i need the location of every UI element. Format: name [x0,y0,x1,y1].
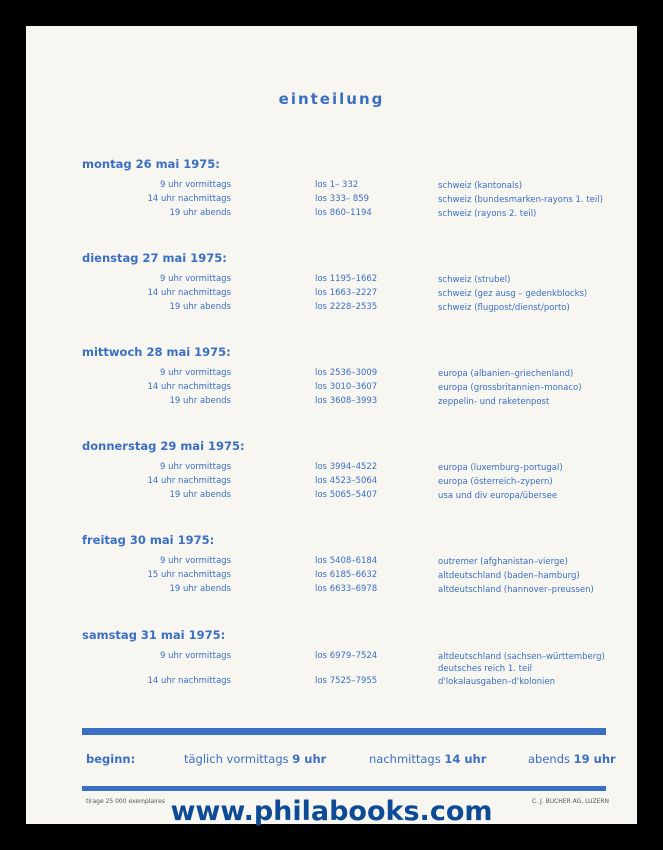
session-time: 14 uhr nachmittags [147,382,231,392]
evening-prefix: abends [528,752,571,766]
session-description: altdeutschland (baden–hamburg) [438,571,580,581]
session-row [0,208,663,222]
day-heading-mittwoch: mittwoch 28 mai 1975: [82,345,231,359]
session-description: schweiz (gez ausg – gedenkblocks) [438,289,588,299]
day-heading-freitag: freitag 30 mai 1975: [82,533,215,547]
session-time: 15 uhr nachmittags [147,570,231,580]
session-description: europa (luxemburg–portugal) [438,463,563,473]
session-row [0,490,663,504]
session-row [0,382,663,396]
session-description: usa und div europa/übersee [438,491,558,501]
session-description: europa (albanien–griechenland) [438,369,574,379]
session-time: 9 uhr vormittags [160,368,231,378]
session-description: outremer (afghanistan–vierge) [438,557,568,567]
morning-prefix: täglich vormittags [184,752,289,766]
session-lots: los 860–1194 [315,208,372,218]
session-lots: los 1663–2227 [315,288,378,298]
session-row [0,556,663,570]
session-description: europa (grossbritannien–monaco) [438,383,582,393]
session-row [0,570,663,584]
session-row [0,651,663,677]
session-time: 19 uhr abends [169,208,231,218]
session-time: 14 uhr nachmittags [147,194,231,204]
session-lots: los 6979–7524 [315,651,378,661]
session-row [0,288,663,302]
session-lots: los 3608–3993 [315,396,378,406]
session-time: 14 uhr nachmittags [147,676,231,686]
footer-rule-top [82,728,606,735]
session-description: altdeutschland (hannover–preussen) [438,585,594,595]
session-lots: los 5408–6184 [315,556,378,566]
session-description-line: altdeutschland (sachsen–württemberg) [438,652,605,662]
day-heading-montag: montag 26 mai 1975: [82,157,220,171]
session-time: 9 uhr vormittags [160,556,231,566]
session-row [0,368,663,382]
session-time: 9 uhr vormittags [160,462,231,472]
session-time: 9 uhr vormittags [160,274,231,284]
session-time: 19 uhr abends [169,302,231,312]
session-lots: los 2536–3009 [315,368,378,378]
session-time: 14 uhr nachmittags [147,476,231,486]
start-label: beginn: [86,752,136,766]
day-heading-dienstag: dienstag 27 mai 1975: [82,251,227,265]
session-description: d'lokalausgaben–d'kolonien [438,677,556,687]
evening-time: 19 uhr [573,752,616,766]
session-description: zeppelin- und raketenpost [438,397,550,407]
session-time: 19 uhr abends [169,584,231,594]
session-lots: los 6633–6978 [315,584,378,594]
day-heading-donnerstag: donnerstag 29 mai 1975: [82,439,245,453]
session-row [0,462,663,476]
session-time: 19 uhr abends [169,396,231,406]
morning-start [184,752,326,766]
session-lots: los 2228–2535 [315,302,378,312]
day-heading-samstag: samstag 31 mai 1975: [82,628,226,642]
session-lots: los 7525–7955 [315,676,378,686]
evening-start [528,752,616,766]
morning-time: 9 uhr [292,752,327,766]
edition-note: tirage 25 000 exemplaires [86,798,165,805]
printer-note: C. J. BUCHER AG, LUZERN [532,798,610,805]
watermark-url: www.philabooks.com [170,796,493,827]
session-time: 14 uhr nachmittags [147,288,231,298]
session-description: schweiz (kantonals) [438,181,523,191]
session-lots: los 6185–6632 [315,570,378,580]
session-description: europa (österreich–zypern) [438,477,553,487]
session-description: schweiz (flugpost/dienst/porto) [438,303,570,313]
session-description-line: deutsches reich 1. teil [438,664,532,674]
session-description: schweiz (bundesmarken-rayons 1. teil) [438,195,603,205]
session-description [438,651,605,675]
session-time: 9 uhr vormittags [160,180,231,190]
afternoon-prefix: nachmittags [369,752,441,766]
afternoon-time: 14 uhr [444,752,487,766]
session-lots: los 1– 332 [315,180,359,190]
document-page [26,26,637,824]
afternoon-start [369,752,486,766]
session-lots: los 4523–5064 [315,476,378,486]
session-row [0,676,663,690]
start-times-footer [0,752,663,772]
session-row [0,396,663,410]
session-row [0,274,663,288]
session-row [0,302,663,316]
footer-rule-bottom [82,786,606,791]
page-title: einteilung [278,90,385,108]
session-row [0,194,663,208]
session-time: 19 uhr abends [169,490,231,500]
session-lots: los 3010–3607 [315,382,378,392]
session-row [0,584,663,598]
session-description: schweiz (rayons 2. teil) [438,209,537,219]
session-lots: los 3994–4522 [315,462,378,472]
session-lots: los 1195–1662 [315,274,378,284]
session-lots: los 333– 859 [315,194,370,204]
session-row [0,180,663,194]
session-row [0,476,663,490]
session-lots: los 5065–5407 [315,490,378,500]
session-time: 9 uhr vormittags [160,651,231,661]
session-description: schweiz (strubel) [438,275,511,285]
